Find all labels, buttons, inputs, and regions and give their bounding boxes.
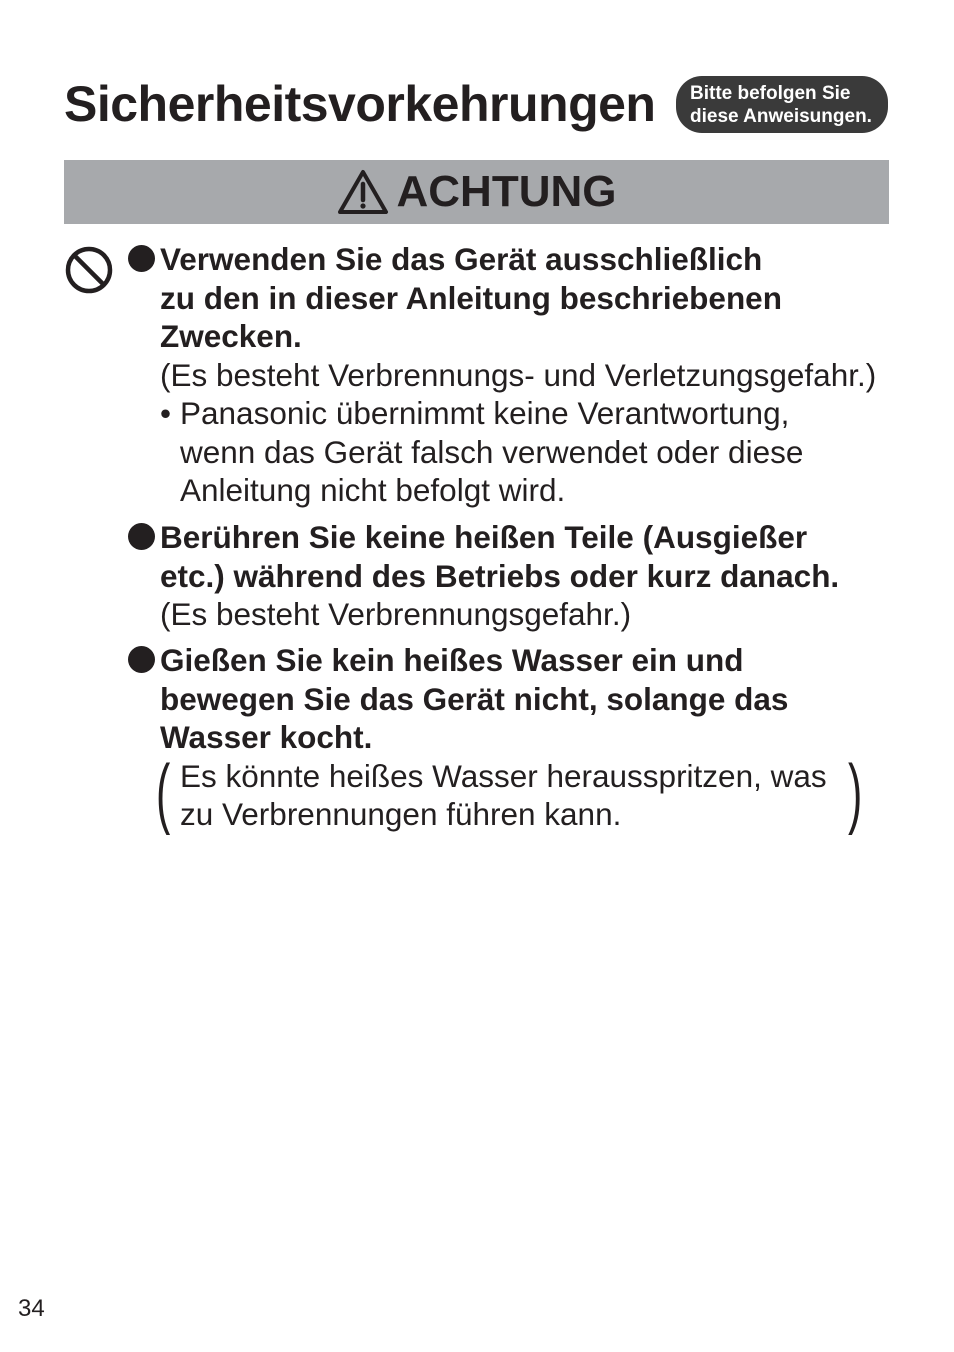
bracket-note — [156, 747, 870, 837]
item-note: (Es besteht Verbrennungsgefahr.) — [160, 596, 632, 632]
bullet-icon — [128, 646, 155, 673]
item-heading — [160, 518, 898, 595]
heading-line: bewegen Sie das Gerät nicht, solange das — [160, 680, 789, 717]
sub-line: wenn das Gerät falsch verwendet oder diese — [180, 433, 804, 470]
list-item — [128, 240, 898, 510]
caution-label: ACHTUNG — [396, 167, 617, 216]
sub-line: Panasonic übernimmt keine Verantwortung, — [180, 395, 790, 431]
open-bracket: ( — [156, 747, 171, 836]
item-heading — [160, 240, 898, 356]
sub-point — [160, 394, 898, 510]
caution-banner — [64, 160, 889, 224]
follow-instructions-badge — [676, 76, 888, 133]
page-title: Sicherheitsvorkehrungen — [64, 76, 656, 132]
page-number: 34 — [18, 1295, 45, 1322]
badge-line: Bitte befolgen Sie — [690, 83, 851, 104]
heading-line: Zwecken. — [160, 318, 302, 354]
bracket-text — [180, 757, 827, 834]
badge-line: diese Anweisungen. — [690, 106, 872, 127]
warning-triangle-icon — [337, 169, 389, 215]
heading-line: Berühren Sie keine heißen Teile (Ausgießer — [160, 519, 808, 555]
sub-bullet: • — [160, 395, 172, 431]
list-item — [128, 641, 898, 837]
list-item — [128, 518, 898, 634]
heading-line: Verwenden Sie das Gerät ausschließlich — [160, 241, 763, 277]
prohibition-icon — [64, 245, 114, 295]
heading-line: etc.) während des Betriebs oder kurz danach. — [160, 557, 840, 594]
close-bracket: ) — [848, 747, 863, 836]
item-note: (Es besteht Verbrennungs- und Verletzungsgefahr.) — [160, 356, 877, 393]
note-line: zu Verbrennungen führen kann. — [180, 796, 622, 832]
heading-line: Wasser kocht. — [160, 719, 373, 755]
heading-line: zu den in dieser Anleitung beschriebenen — [160, 279, 782, 316]
bullet-icon — [128, 523, 155, 550]
item-heading — [160, 641, 898, 757]
sub-line: Anleitung nicht befolgt wird. — [180, 472, 566, 508]
note-line: Es könnte heißes Wasser herausspritzen, was — [180, 757, 827, 794]
bullet-icon — [128, 245, 155, 272]
heading-line: Gießen Sie kein heißes Wasser ein und — [160, 642, 744, 678]
